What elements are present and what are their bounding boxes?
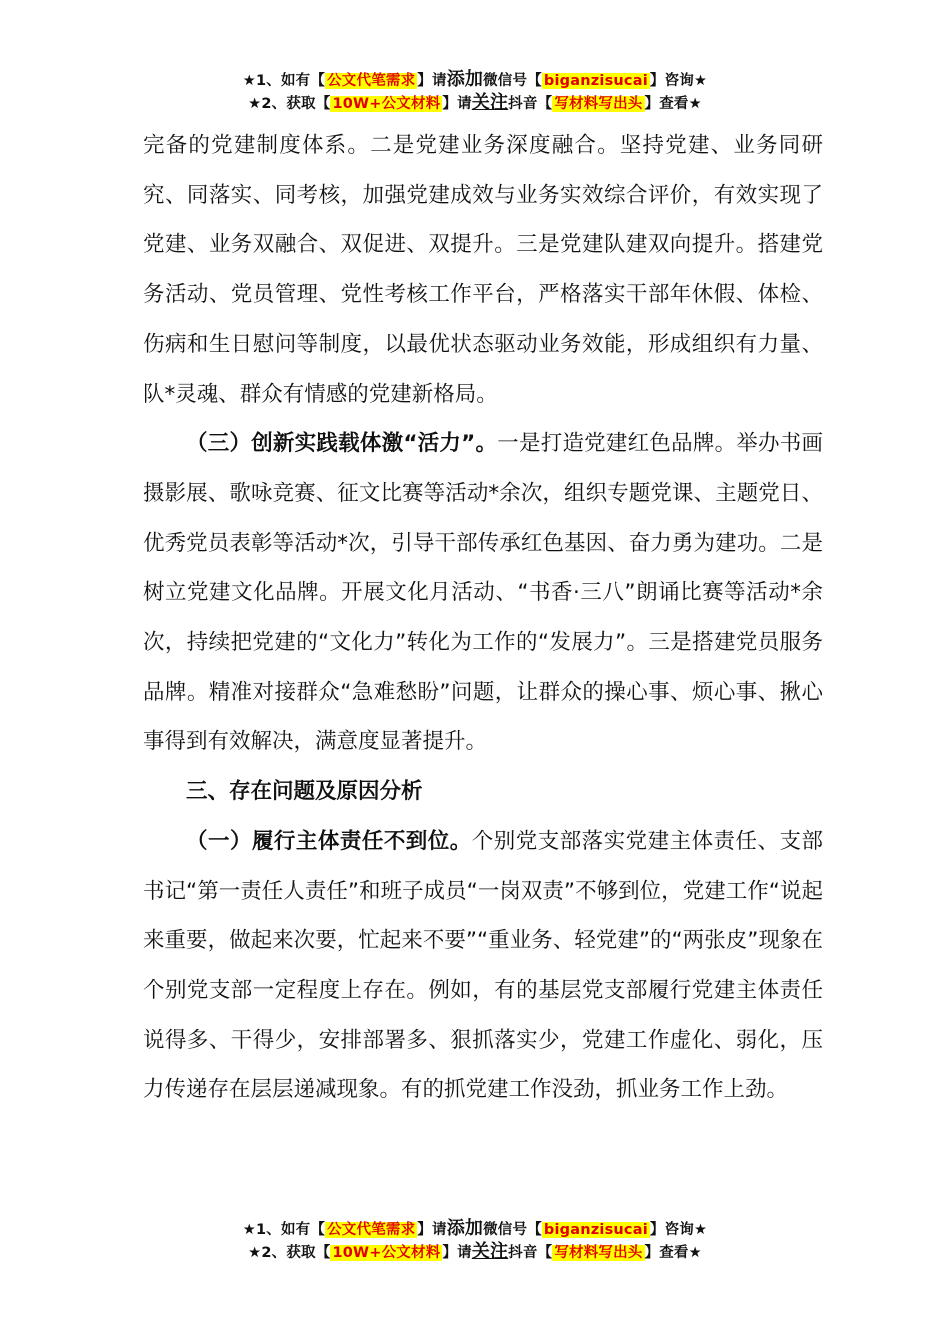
materials-highlight: 10W+公文材料	[332, 1245, 441, 1261]
footer-banner	[0, 1218, 950, 1264]
paragraph-responsibility: （一）履行主体责任不到位。个别党支部落实党建主体责任、支部书记“第一责任人责任”和班子成员“一岗双责”不够到位，党建工作“说起来重要，做起来次要，忙起来不要”“重业务、轻党建”的“两张皮”现象在个别党支部一定程度上存在。例如，有的基层党支部履行党建主体责任说得多、干得少，安排部署多、狠抓落实少，党建工作虚化、弱化，压力传递存在层层递减现象。有的抓党建工作没劲，抓业务工作上劲。	[143, 828, 823, 1103]
douyin-highlight: 写材料写出头	[554, 96, 643, 112]
douyin-highlight: 写材料写出头	[554, 1245, 643, 1261]
header-line-2: ★2、获取【 10W+公文材料 】请关注抖音【 写材料写出头 】查看★	[248, 92, 702, 113]
subheading-responsibility: （一）履行主体责任不到位。	[186, 828, 472, 854]
header-banner	[0, 69, 950, 115]
header-line-1: ★1、如有【 公文代笔需求 】请添加微信号【 biganzisucai 】咨询★	[242, 69, 708, 90]
wechat-id-highlight: biganzisucai	[543, 1222, 648, 1238]
ghostwriting-highlight: 公文代笔需求	[327, 73, 416, 89]
footer-line-2: ★2、获取【 10W+公文材料 】请关注抖音【 写材料写出头 】查看★	[248, 1241, 702, 1262]
paragraph-innovation: （三）创新实践载体激“活力”。一是打造党建红色品牌。举办书画摄影展、歌咏竞赛、征文比赛等活动*余次，组织专题党课、主题党日、优秀党员表彰等活动*次，引导干部传承红色基因、奋力勇为建功。二是树立党建文化品牌。开展文化月活动、“书香·三八”朗诵比赛等活动*余次，持续把党建的“文化力”转化为工作的“发展力”。三是搭建党员服务品牌。精准对接群众“急难愁盼”问题，让群众的操心事、烦心事、揪心事得到有效解决，满意度显著提升。	[143, 431, 823, 755]
paragraph-party-building: 完备的党建制度体系。二是党建业务深度融合。坚持党建、业务同研究、同落实、同考核，加强党建成效与业务实效综合评价，有效实现了党建、业务双融合、双促进、双提升。三是党建队建双向提升。搭建党务活动、党员管理、党性考核工作平台，严格落实干部年休假、体检、伤病和生日慰问等制度，以最优状态驱动业务效能，形成组织有力量、队*灵魂、群众有情感的党建新格局。	[143, 133, 823, 407]
materials-highlight: 10W+公文材料	[332, 96, 441, 112]
subheading-innovation: （三）创新实践载体激“活力”。	[186, 431, 498, 457]
footer-line-1: ★1、如有【 公文代笔需求 】请添加微信号【 biganzisucai 】咨询★	[242, 1218, 708, 1239]
wechat-id-highlight: biganzisucai	[543, 73, 648, 89]
document-body	[143, 121, 823, 1115]
ghostwriting-highlight: 公文代笔需求	[327, 1222, 416, 1238]
section-heading-problems: 三、存在问题及原因分析	[186, 779, 423, 805]
